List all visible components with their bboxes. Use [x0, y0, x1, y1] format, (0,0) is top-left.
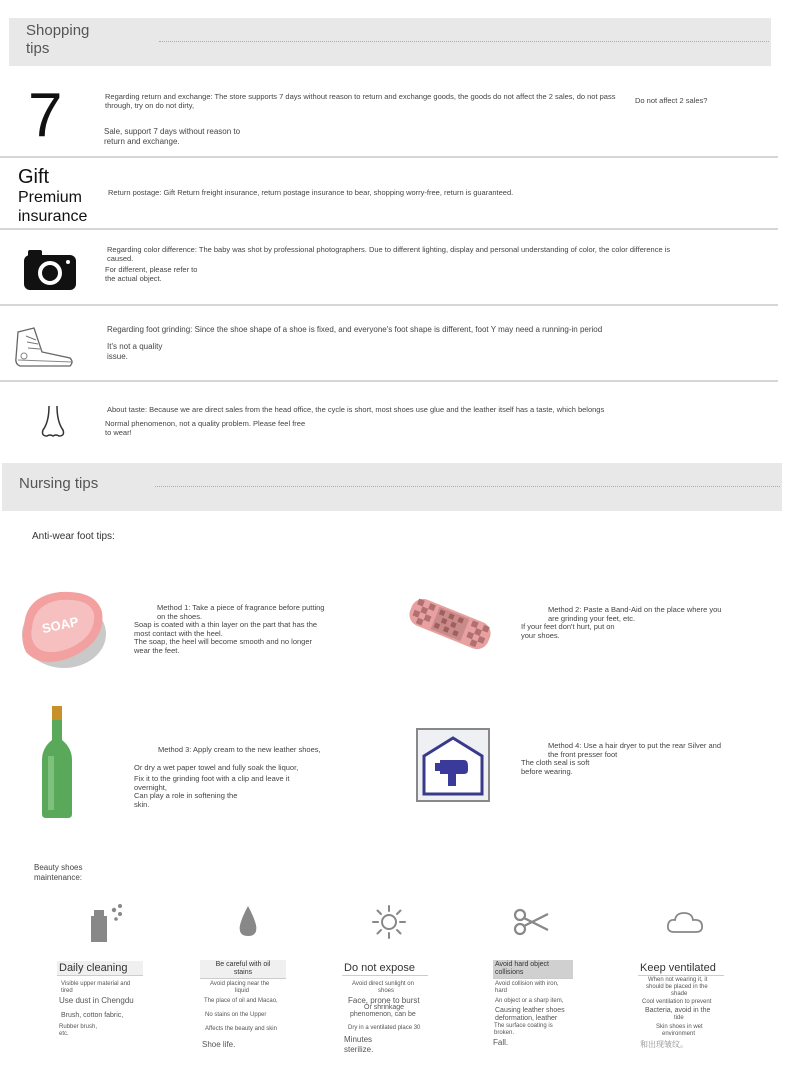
hard-line-g: broken. — [494, 1030, 515, 1036]
cloud-icon — [666, 910, 704, 939]
expose-line-b: shoes — [378, 988, 395, 994]
grinding-text-line3: issue. — [107, 352, 128, 361]
color-difference-row — [0, 230, 778, 306]
hard-line-h: Fall. — [493, 1038, 509, 1047]
daily-cleaning-line-b: tired — [61, 988, 73, 994]
oil-drop-icon — [238, 905, 258, 942]
color-text-line2: For different, please refer to — [105, 265, 198, 274]
expose-line-c: Face, prone to burst — [348, 996, 420, 1005]
return-text-side: Do not affect 2 sales? — [635, 96, 708, 105]
sneaker-icon — [12, 322, 76, 377]
return-exchange-row — [0, 74, 778, 158]
bottle-image — [38, 706, 76, 823]
oil-line-a: Avoid placing near the — [210, 981, 270, 987]
vent-line-c: shade — [671, 991, 688, 997]
return-text-main: Regarding return and exchange: The store supports 7 days without reason to return and exchange goods, the goods do not affect the 2 sales, do not pass through, try on do not dirty, — [105, 92, 616, 110]
method1-line3: Soap is coated with a thin layer on the part that has the — [134, 620, 318, 629]
soap-word: SOAP — [40, 613, 80, 637]
return-text-line2: Sale, support 7 days without reason to — [104, 127, 241, 136]
vent-line-a: When not wearing it, it — [648, 977, 708, 983]
method1-line2: on the shoes. — [157, 611, 203, 621]
nursing-tips-banner — [2, 463, 782, 511]
return-text-line3: return and exchange. — [104, 137, 180, 146]
do-not-expose-heading: Do not expose — [342, 961, 428, 976]
banner-dotted-line — [159, 41, 769, 42]
grinding-text-main: Regarding foot grinding: Since the shoe shape of a shoe is fixed, and everyone's foot shape is different, foot Y may need a running-in period — [107, 325, 603, 334]
daily-cleaning-line-d: Brush, cotton fabric, — [61, 1012, 124, 1019]
oil-line-c: The place of oil and Macao, — [204, 998, 278, 1004]
method4-line3: The cloth seal is soft — [521, 758, 590, 767]
color-text-line3: the actual object. — [105, 274, 162, 283]
hair-dryer-image — [416, 728, 490, 807]
oil-stains-heading-line1: Be careful with oil — [215, 961, 271, 968]
vent-line-e: Bacteria, avoid in the — [645, 1007, 711, 1014]
beauty-label-line1: Beauty shoes — [34, 863, 83, 872]
oil-stains-heading-line2: stains — [233, 969, 253, 976]
band-aid-image — [404, 590, 496, 663]
taste-text-line2: Normal phenomenon, not a quality problem. Please feel free — [105, 419, 306, 428]
method1-line4: most contact with the heel. — [134, 628, 223, 638]
daily-cleaning-line-a: Visible upper material and — [61, 981, 131, 987]
expose-line-h: sterilize. — [344, 1045, 374, 1054]
expose-line-d: Or shrinkage — [364, 1004, 405, 1011]
method3-text — [134, 746, 364, 809]
oil-line-d: No stains on the Upper — [205, 1012, 267, 1018]
shopping-tips-title-line1: Shopping — [26, 22, 90, 39]
beauty-maintenance-label — [34, 863, 82, 883]
gift-insurance-row — [0, 160, 778, 230]
method3-line5: Can play a role in softening the — [134, 791, 238, 800]
color-text-main: Regarding color difference: The baby was shot by professional photographers. Due to different lighting, display and personal understanding of color, the color difference is caused. — [107, 245, 671, 263]
daily-cleaning-line-e: Rubber brush, — [59, 1024, 98, 1030]
method1-line5: The soap, the heel will become smooth and no longer — [134, 637, 313, 646]
method4-line1: Method 4: Use a hair dryer to put the rear Silver and — [548, 741, 722, 750]
method3-line3: Fix it to the grinding foot with a clip and leave it — [134, 774, 290, 783]
hard-line-f: The surface coating is — [494, 1023, 553, 1029]
oil-line-e: Affects the beauty and skin — [205, 1026, 277, 1032]
sun-icon — [371, 904, 407, 945]
shopping-tips-title-line2: tips — [26, 40, 50, 57]
daily-cleaning-line-c: Use dust in Chengdu — [59, 996, 134, 1005]
vent-line-g: Skin shoes in wet — [656, 1024, 703, 1030]
taste-text-main: About taste: Because we are direct sales from the head office, the cycle is short, most shoes use glue and the leather itself has a taste, which belongs — [107, 405, 605, 414]
method1-line1: Method 1: Take a piece of fragrance before putting — [157, 603, 325, 612]
method4-line4: before wearing. — [521, 766, 573, 776]
hard-object-heading-line2: collisions — [495, 969, 524, 976]
nose-icon — [40, 404, 66, 445]
gift-label: Gift — [18, 166, 50, 188]
method4-text — [521, 742, 761, 776]
method1-text — [134, 604, 359, 655]
method4-line2: the front presser foot — [548, 749, 618, 759]
premium-label: Premium — [18, 189, 83, 206]
hard-line-d: Causing leather shoes — [495, 1007, 565, 1014]
method2-line4: your shoes. — [521, 630, 560, 640]
hard-line-b: hard — [495, 988, 508, 994]
seven-days-number: 7 — [28, 81, 63, 150]
insurance-label: insurance — [18, 208, 88, 225]
daily-cleaning-line-f: etc. — [59, 1031, 69, 1037]
hard-object-heading-line1: Avoid hard object — [495, 961, 549, 968]
vent-line-d: Cool ventilation to prevent — [642, 999, 712, 1005]
foot-grinding-row — [0, 306, 778, 382]
spray-bottle-icon — [90, 902, 124, 947]
method3-line2: Or dry a wet paper towel and fully soak the liquor, — [134, 762, 299, 772]
oil-line-f: Shoe life. — [202, 1040, 236, 1049]
hard-line-c: An object or a sharp item, — [495, 998, 564, 1004]
method2-line1: Method 2: Paste a Band-Aid on the place where you — [548, 605, 722, 614]
return-postage-text: Return postage: Gift Return freight insurance, return postage insurance to bear, shopping worry-free, return is guaranteed. — [108, 188, 514, 197]
hard-object-heading — [493, 960, 573, 979]
hard-line-a: Avoid collision with iron, — [495, 981, 559, 987]
method2-line2: are grinding your feet, etc. — [548, 613, 636, 623]
expose-line-a: Avoid direct sunlight on — [352, 981, 414, 987]
anti-wear-label: Anti-wear foot tips: — [32, 531, 115, 542]
oil-line-b: liquid — [235, 988, 250, 994]
method1-line6: wear the feet. — [134, 645, 180, 655]
soap-image — [14, 586, 108, 677]
expose-line-g: Minutes — [344, 1035, 373, 1044]
vent-line-i: 和出现皱纹。 — [640, 1040, 688, 1049]
expose-line-f: Dry in a ventilated place 30 — [348, 1025, 421, 1031]
grinding-text-line2: It's not a quality — [107, 342, 163, 351]
method3-line4: overnight, — [134, 782, 167, 792]
taste-text-line3: to wear! — [105, 428, 132, 437]
banner-dotted-line — [155, 486, 780, 487]
hard-line-e: deformation, leather — [495, 1015, 558, 1022]
method2-text — [521, 606, 761, 640]
scissors-icon — [513, 908, 549, 941]
nursing-tips-title: Nursing tips — [19, 475, 99, 492]
vent-line-h: environment — [662, 1031, 696, 1037]
vent-line-b: should be placed in the — [646, 984, 708, 990]
expose-line-e: phenomenon, can be — [350, 1011, 416, 1018]
camera-icon — [24, 248, 76, 295]
method2-line3: If your feet don't hurt, put on — [521, 622, 615, 631]
beauty-label-line2: maintenance: — [34, 873, 83, 882]
vent-line-f: tide — [674, 1015, 684, 1021]
taste-row — [0, 382, 778, 462]
shopping-tips-title — [26, 22, 89, 58]
oil-stains-heading — [200, 960, 286, 979]
shopping-tips-banner — [9, 18, 771, 66]
keep-ventilated-heading: Keep ventilated — [638, 961, 724, 976]
method3-line6: skin. — [134, 799, 150, 809]
daily-cleaning-heading: Daily cleaning — [57, 961, 143, 976]
method3-line1: Method 3: Apply cream to the new leather shoes, — [158, 745, 321, 754]
